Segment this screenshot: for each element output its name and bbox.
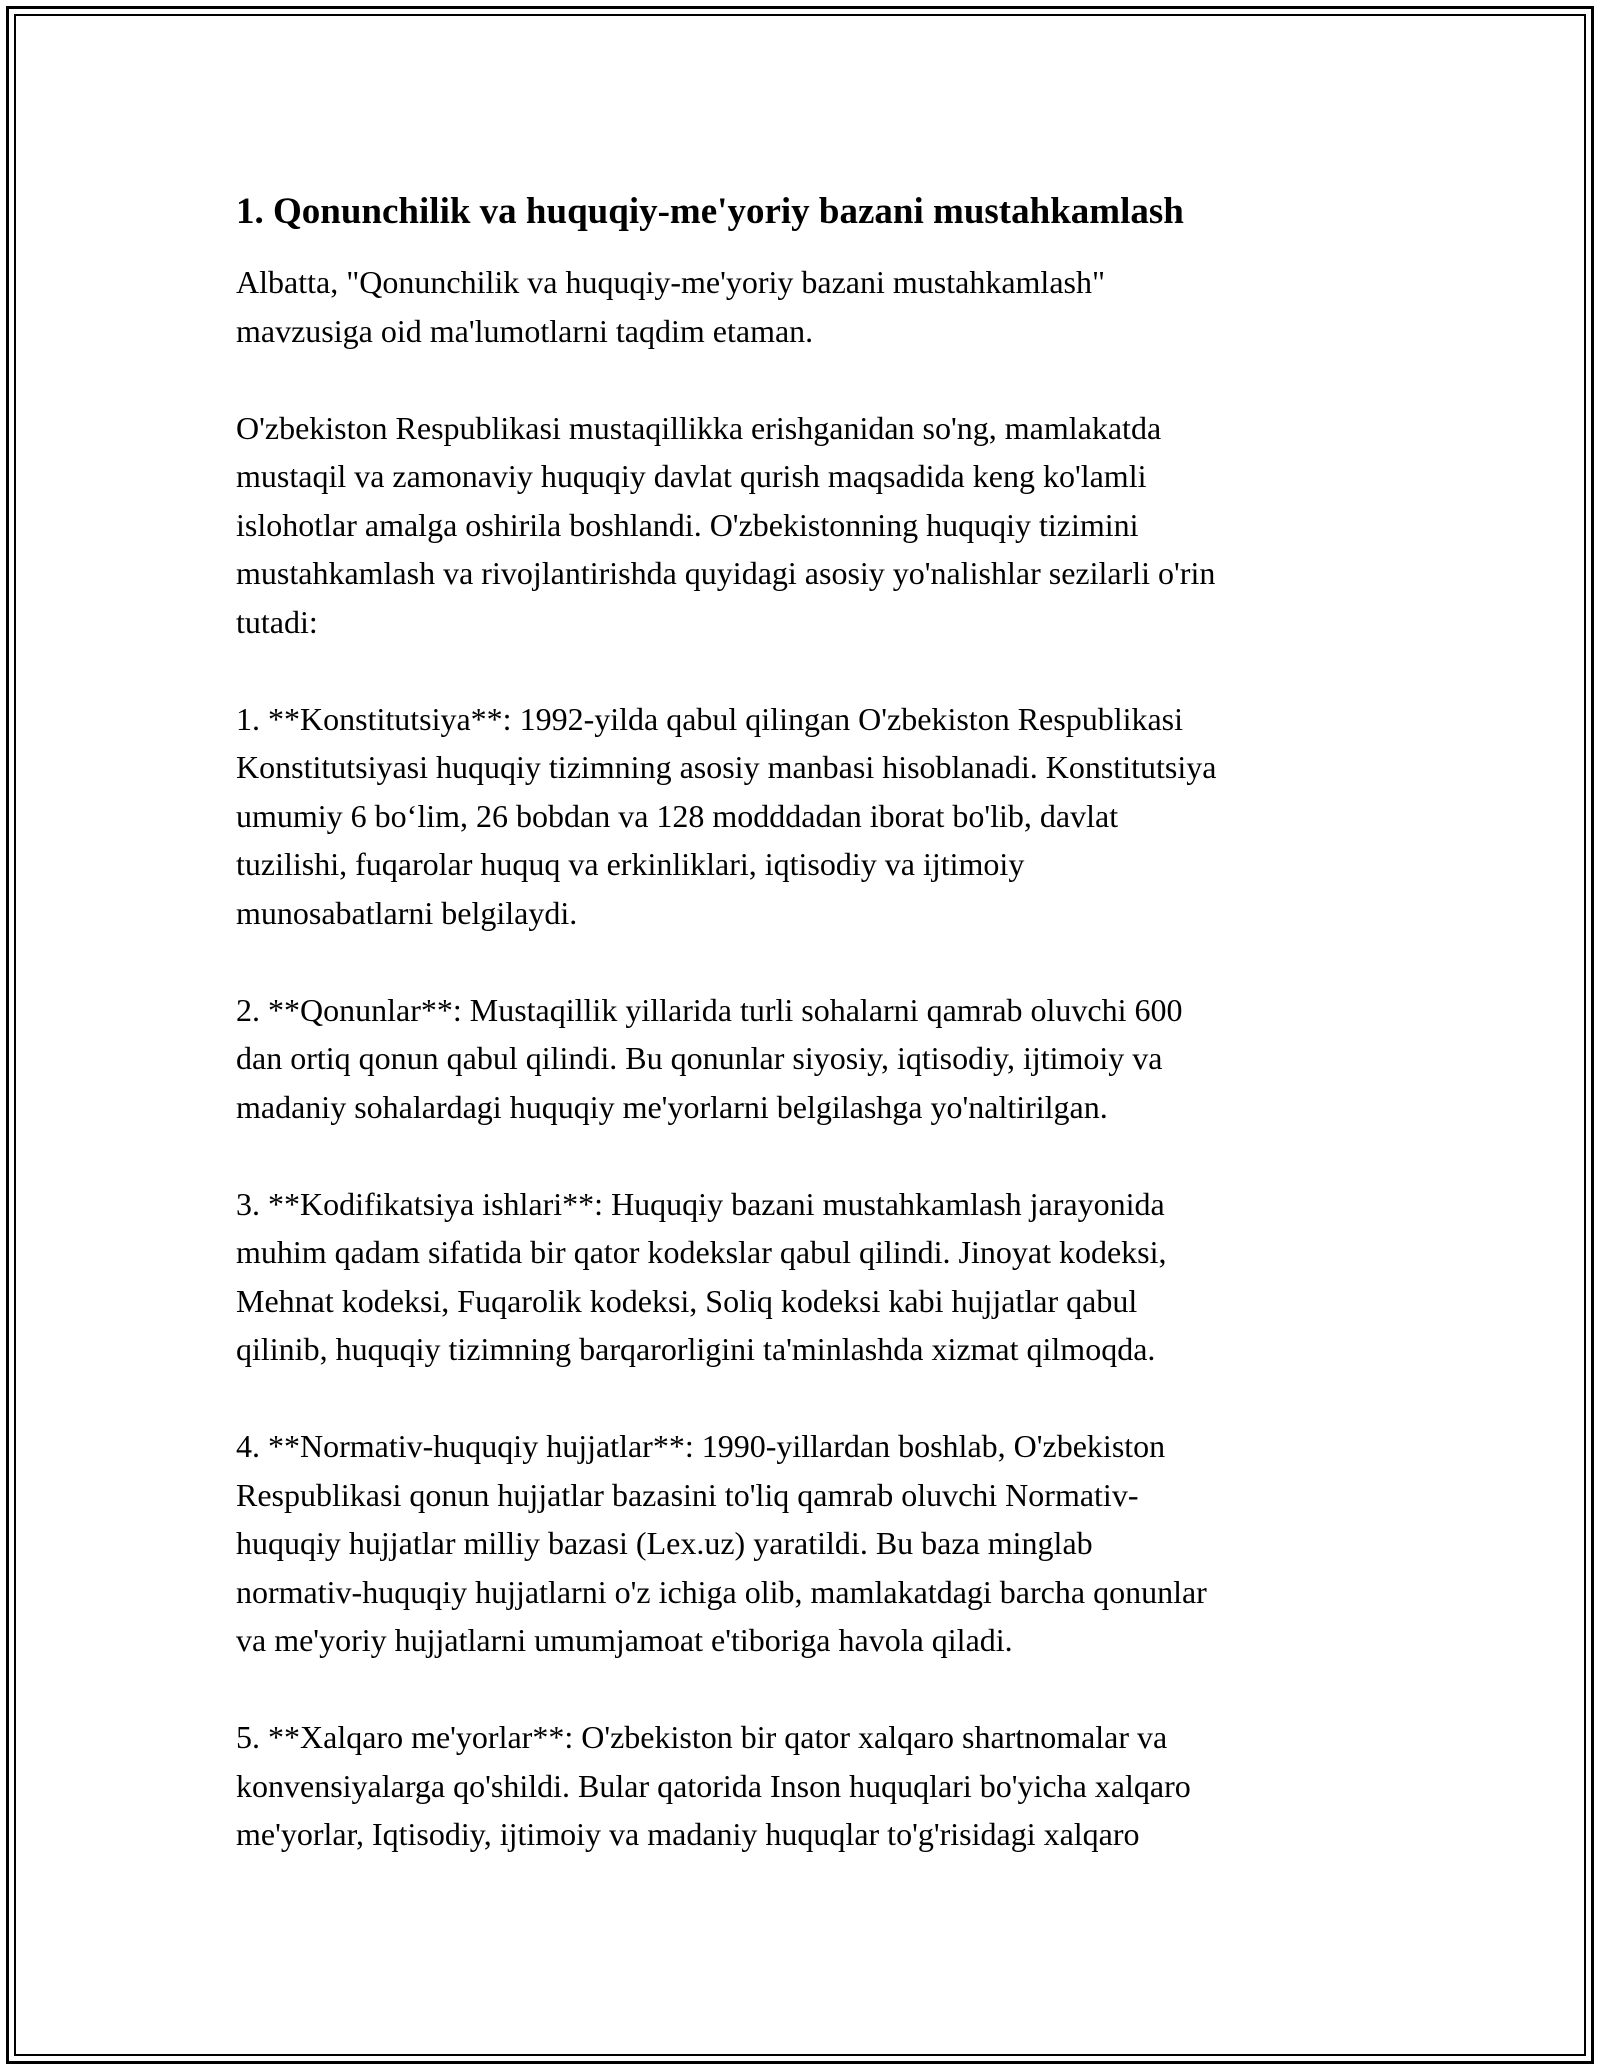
paragraph-line: munosabatlarni belgilaydi. — [236, 894, 578, 931]
context-paragraph — [236, 404, 1376, 647]
document-page — [236, 188, 1376, 1907]
paragraph-line: me'yorlar, Iqtisodiy, ijtimoiy va madaniy huquqlar to'g'risidagi xalqaro — [236, 1816, 1140, 1852]
list-item-constitution — [236, 695, 1376, 938]
paragraph-line: 1. **Konstitutsiya**: 1992-yilda qabul qilingan O'zbekiston Respublikasi — [236, 700, 1184, 737]
paragraph-line: huquqiy hujjatlar milliy bazasi (Lex.uz) yaratildi. Bu baza minglab — [236, 1525, 1093, 1561]
paragraph-line: mavzusiga oid ma'lumotlarni taqdim etaman. — [236, 312, 814, 349]
paragraph-line: 2. **Qonunlar**: Mustaqillik yillarida turli sohalarni qamrab oluvchi 600 — [236, 991, 1183, 1028]
paragraph-line: qilinib, huquqiy tizimning barqarorligini ta'minlashda xizmat qilmoqda. — [236, 1331, 1156, 1367]
list-item-international-norms — [236, 1713, 1376, 1859]
paragraph-line: mustahkamlash va rivojlantirishda quyidagi asosiy yo'nalishlar sezilarli o'rin — [236, 555, 1216, 591]
paragraph-line: va me'yoriy hujjatlarni umumjamoat e'tiboriga havola qiladi. — [236, 1622, 1013, 1658]
paragraph-line: Konstitutsiyasi huquqiy tizimning asosiy manbasi hisoblanadi. Konstitutsiya — [236, 749, 1217, 785]
paragraph-line: konvensiyalarga qo'shildi. Bular qatorida Inson huquqlari bo'yicha xalqaro — [236, 1767, 1191, 1804]
paragraph-line: Albatta, "Qonunchilik va huquqiy-me'yoriy bazani mustahkamlash" — [236, 264, 1106, 300]
paragraph-line: O'zbekiston Respublikasi mustaqillikka erishganidan so'ng, mamlakatda — [236, 409, 1162, 446]
paragraph-line: muhim qadam sifatida bir qator kodekslar qabul qilindi. Jinoyat kodeksi, — [236, 1234, 1167, 1270]
paragraph-line: tutadi: — [236, 603, 318, 640]
paragraph-line: madaniy sohalardagi huquqiy me'yorlarni belgilashga yo'naltirilgan. — [236, 1088, 1108, 1125]
paragraph-line: Respublikasi qonun hujjatlar bazasini to'liq qamrab oluvchi Normativ- — [236, 1476, 1139, 1513]
list-item-laws — [236, 986, 1376, 1132]
paragraph-line: 4. **Normativ-huquqiy hujjatlar**: 1990-yillardan boshlab, O'zbekiston — [236, 1428, 1166, 1464]
paragraph-line: mustaqil va zamonaviy huquqiy davlat qurish maqsadida keng ko'lamli — [236, 458, 1147, 494]
paragraph-line: normativ-huquqiy hujjatlarni o'z ichiga olib, mamlakatdagi barcha qonunlar — [236, 1573, 1207, 1610]
paragraph-line: islohotlar amalga oshirila boshlandi. O'zbekistonning huquqiy tizimini — [236, 506, 1139, 543]
paragraph-line: 5. **Xalqaro me'yorlar**: O'zbekiston bir qator xalqaro shartnomalar va — [236, 1719, 1168, 1755]
list-item-normative-acts — [236, 1422, 1376, 1665]
paragraph-line: Mehnat kodeksi, Fuqarolik kodeksi, Soliq kodeksi kabi hujjatlar qabul — [236, 1282, 1138, 1319]
paragraph-line: umumiy 6 bo‘lim, 26 bobdan va 128 modddadan iborat bo'lib, davlat — [236, 797, 1119, 834]
paragraph-line: 3. **Kodifikatsiya ishlari**: Huquqiy bazani mustahkamlash jarayonida — [236, 1185, 1165, 1222]
section-heading: 1. Qonunchilik va huquqiy-me'yoriy bazani mustahkamlash — [236, 191, 1184, 232]
list-item-codification — [236, 1180, 1376, 1374]
paragraph-line: tuzilishi, fuqarolar huquq va erkinliklari, iqtisodiy va ijtimoiy — [236, 846, 1025, 882]
intro-paragraph — [236, 258, 1376, 355]
paragraph-line: dan ortiq qonun qabul qilindi. Bu qonunlar siyosiy, iqtisodiy, ijtimoiy va — [236, 1040, 1163, 1076]
